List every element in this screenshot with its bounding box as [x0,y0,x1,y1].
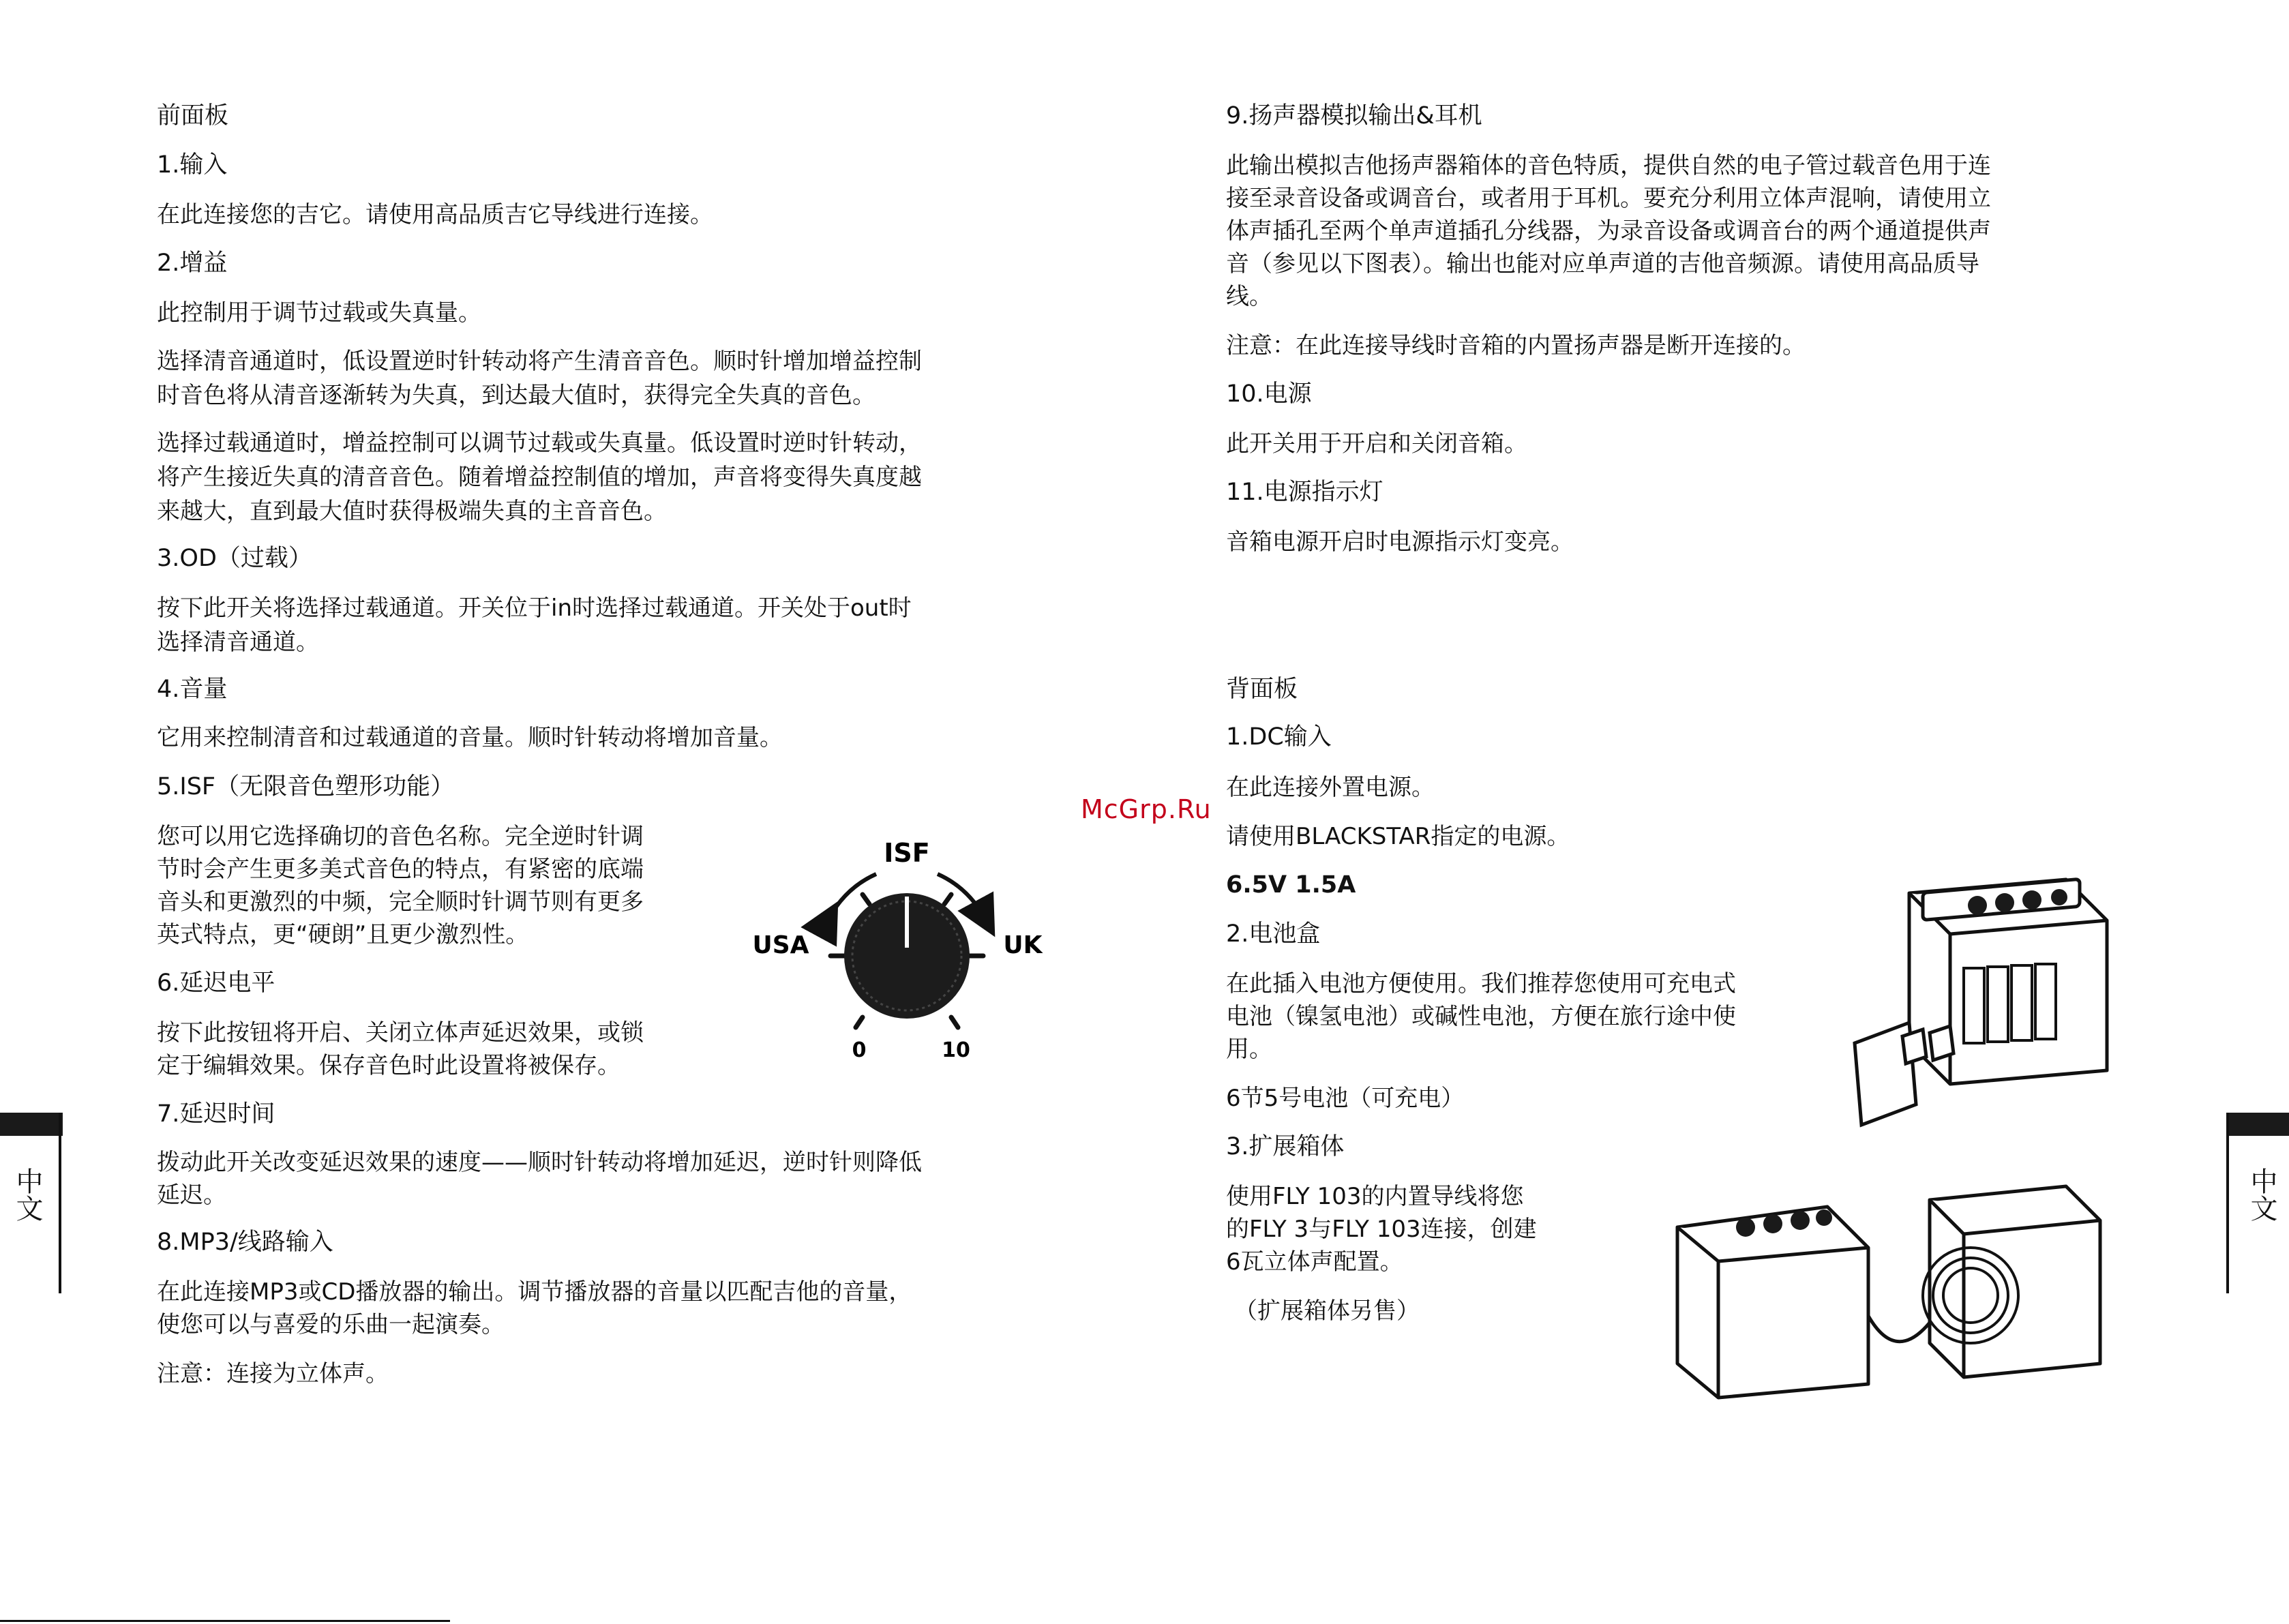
input-title: 1.输入 [157,151,228,179]
delay-time-text-a: 拨动此开关改变延迟效果的速度——顺时针转动将增加延迟，逆时针则降低 [157,1149,922,1176]
connection-cable [1868,1316,1930,1342]
battery-title: 2.电池盒 [1226,920,1321,948]
delay-time-text-b: 延迟。 [157,1182,226,1209]
gain-text-3a: 选择过载通道时，增益控制可以调节过载或失真量。低设置时逆时针转动， [157,430,922,457]
extension-text-c: 6瓦立体声配置。 [1226,1248,1403,1276]
side-tab-bar [0,1113,63,1136]
side-tab-label: 中文 [2246,1167,2277,1222]
battery-text-a: 在此插入电池方便使用。我们推荐您使用可充电式 [1226,970,1736,997]
isf-title: 5.ISF（无限音色塑形功能） [157,773,455,800]
speaker-out-title: 9.扬声器模拟输出&耳机 [1226,102,1482,130]
mp3-text-b: 使您可以与喜爱的乐曲一起演奏。 [157,1311,505,1338]
gain-text-2a: 选择清音通道时，低设置逆时针转动将产生清音音色。顺时针增加增益控制 [157,348,922,375]
dc-input-title: 1.DC输入 [1226,723,1332,751]
speaker-out-text-e: 线。 [1226,283,1272,310]
gain-text-2b: 时音色将从清音逐渐转为失真，到达最大值时，获得完全失真的音色。 [157,382,876,409]
isf-text-a: 您可以用它选择确切的音色名称。完全逆时针调 [157,823,644,850]
volume-title: 4.音量 [157,676,228,703]
side-tab-rule-left [59,1113,61,1293]
battery-text-b: 电池（镍氢电池）或碱性电池，方便在旅行途中使 [1226,1003,1736,1030]
speaker-out-text-a: 此输出模拟吉他扬声器箱体的音色特质，提供自然的电子管过载音色用于连 [1226,152,1991,179]
extension-note: （扩展箱体另售） [1234,1297,1420,1325]
gain-text-1: 此控制用于调节过载或失真量。 [157,299,481,327]
bottom-rule [0,1620,450,1622]
power-led-title: 11.电源指示灯 [1226,479,1383,506]
od-title: 3.OD（过载） [157,545,312,572]
od-text-a: 按下此开关将选择过载通道。开关位于in时选择过载通道。开关处于out时 [157,595,912,622]
front-panel-heading: 前面板 [157,102,229,130]
mp3-title: 8.MP3/线路输入 [157,1229,333,1256]
volume-text: 它用来控制清音和过载通道的音量。顺时针转动将增加音量。 [157,724,783,751]
speaker-out-text-b: 接至录音设备或调音台，或者用于耳机。要充分利用立体声混响，请使用立 [1226,185,1991,212]
knob-label-isf: ISF [884,838,930,868]
power-led-text: 音箱电源开启时电源指示灯变亮。 [1226,528,1574,556]
knob-label-usa: USA [752,931,809,959]
gain-text-3c: 来越大，直到最大值时获得极端失真的主音音色。 [157,498,667,525]
extension-text-a: 使用FLY 103的内置导线将您 [1226,1183,1524,1210]
isf-text-d: 英式特点，更“硬朗”且更少激烈性。 [157,921,529,948]
knob-max-label: 10 [942,1038,970,1062]
dc-input-psu: 请使用BLACKSTAR指定的电源。 [1226,823,1570,850]
isf-knob-illustration [743,832,1043,1070]
side-tab-left [0,1113,63,1293]
power-text: 此开关用于开启和关闭音箱。 [1226,430,1527,457]
extension-cabinet-illustration [1671,1159,2107,1404]
input-text: 在此连接您的吉它。请使用高品质吉它导线进行连接。 [157,201,713,228]
battery-box-illustration [1841,866,2114,1125]
side-tab-label: 中文 [12,1167,43,1222]
side-tab-right [2226,1113,2289,1293]
dc-input-text: 在此连接外置电源。 [1226,774,1435,801]
mp3-note: 注意：连接为立体声。 [157,1360,389,1387]
speaker-out-note: 注意：在此连接导线时音箱的内置扬声器是断开连接的。 [1226,332,1806,359]
delay-time-title: 7.延迟时间 [157,1100,275,1128]
gain-title: 2.增益 [157,250,228,277]
gain-text-3b: 将产生接近失真的清音音色。随着增益控制值的增加，声音将变得失真度越 [157,464,922,491]
speaker-out-text-d: 音（参见以下图表）。输出也能对应单声道的吉他音频源。请使用高品质导 [1226,250,1979,277]
extension-text-b: 的FLY 3与FLY 103连接，创建 [1226,1216,1537,1243]
mp3-text-a: 在此连接MP3或CD播放器的输出。调节播放器的音量以匹配吉他的音量， [157,1278,912,1306]
isf-text-b: 节时会产生更多美式音色的特点，有紧密的底端 [157,856,644,883]
dc-input-rating: 6.5V 1.5A [1226,871,1356,899]
delay-level-title: 6.延迟电平 [157,969,275,997]
knob-label-uk: UK [1003,931,1043,959]
od-text-b: 选择清音通道。 [157,629,319,656]
watermark: McGrp.Ru [1081,794,1212,824]
battery-text-c: 用。 [1226,1036,1272,1063]
battery-spec: 6节5号电池（可充电） [1226,1085,1465,1112]
knob-min-label: 0 [852,1038,867,1062]
rear-panel-heading: 背面板 [1226,676,1298,703]
delay-level-text-b: 定于编辑效果。保存音色时此设置将被保存。 [157,1052,620,1079]
side-tab-bar [2226,1113,2289,1136]
delay-level-text-a: 按下此按钮将开启、关闭立体声延迟效果，或锁 [157,1019,644,1047]
extension-title: 3.扩展箱体 [1226,1133,1345,1160]
speaker-out-text-c: 体声插孔至两个单声道插孔分线器，为录音设备或调音台的两个通道提供声 [1226,217,1991,245]
isf-text-c: 音头和更激烈的中频，完全顺时针调节则有更多 [157,888,644,916]
side-tab-rule-right [2226,1113,2229,1293]
power-title: 10.电源 [1226,380,1312,408]
